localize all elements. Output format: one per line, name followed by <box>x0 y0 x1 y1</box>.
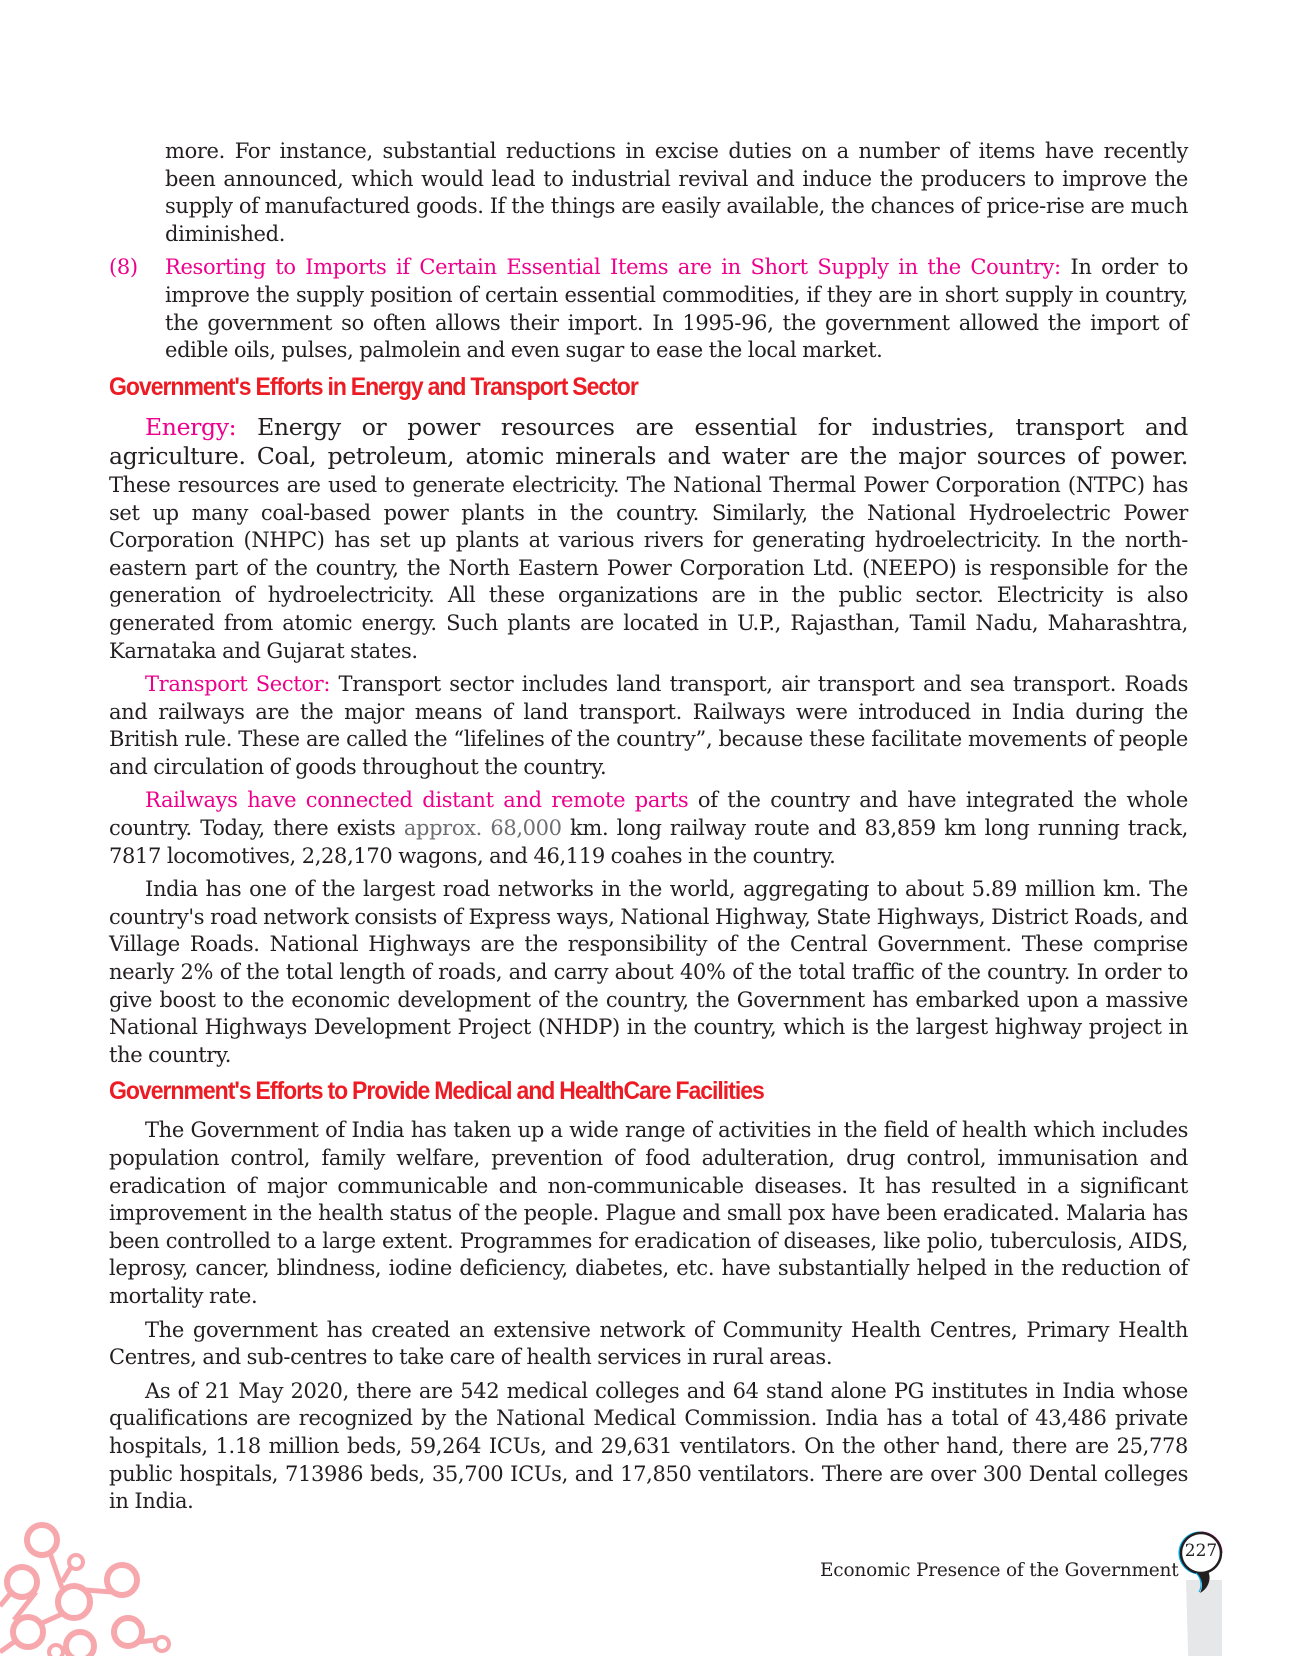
transport-paragraph <box>109 671 1188 781</box>
page-number: 227 <box>1184 1541 1218 1561</box>
health-paragraph-2: The government has created an extensive network of Community Health Centres, Primary Health Centres, and sub-centres to take care of health services in rural areas. <box>109 1317 1188 1370</box>
energy-lead-text: Energy or power resources are essential for industries, transport and agriculture. Coal, petroleum, atomic minerals and water are the major sources of power. <box>109 412 1188 471</box>
energy-paragraph <box>109 413 1188 665</box>
railways-text-a: of the country and have integrated the whole country. Today, there exists <box>109 788 1188 841</box>
railways-paragraph <box>109 787 1188 870</box>
section-heading-medical: Government's Efforts to Provide Medical and HealthCare Facilities <box>109 1077 764 1106</box>
railways-highlight: Railways have connected distant and remote parts <box>145 788 689 813</box>
molecule-decoration-icon <box>0 1520 200 1656</box>
railways-approx: approx. 68,000 <box>403 816 562 841</box>
health-paragraph-1: The Government of India has taken up a wide range of activities in the field of health which includes population control, family welfare, prevention of food adulteration, drug control, immunisation and eradication of major communicable and non-communicable diseases. It has resulted in a significant improvement in the health status of the people. Plague and small pox have been eradicated. Malaria has been controlled to a large extent. Programmes for eradication of diseases, like polio, tuberculosis, AIDS, leprosy, cancer, blindness, iodine deficiency, diabetes, etc. have substantially helped in the reduction of mortality rate. <box>109 1118 1188 1308</box>
roads-paragraph: India has one of the largest road networks in the world, aggregating to about 5.89 million km. The country's road network consists of Express ways, National Highway, State Highways, District Roads, and Village Roads. National Highways are the responsibility of the Central Government. These comprise nearly 2% of the total length of roads, and carry about 40% of the total traffic of the country. In order to give boost to the economic development of the country, the Government has embarked upon a massive National Highways Development Project (NHDP) in the country, which is the largest highway project in the country. <box>109 877 1188 1067</box>
list-item-title: Resorting to Imports if Certain Essential Items are in Short Supply in the Country: <box>165 255 1061 280</box>
list-item-text: In order to improve the supply position of certain essential commodities, if they are in short supply in country, the government so often allows their import. In 1995-96, the government allowed the import of edible oils, pulses, palmolein and even sugar to ease the local market. <box>165 255 1188 363</box>
transport-text: Transport sector includes land transport, air transport and sea transport. Roads and railways are the major means of land transport. Railways were introduced in India during the British rule. These are called the “lifelines of the country”, because these facilitate movements of people and circulation of goods throughout the country. <box>109 672 1188 779</box>
section-heading-energy-transport: Government's Efforts in Energy and Transport Sector <box>109 372 638 401</box>
list-item-8 <box>109 254 1188 364</box>
health-paragraph-3: As of 21 May 2020, there are 542 medical colleges and 64 stand alone PG institutes in India whose qualifications are recognized by the National Medical Commission. India has a total of 43,486 private hospitals, 1.18 million beds, 59,264 ICUs, and 29,631 ventilators. On the other hand, there are 25,778 public hospitals, 713986 beds, 35,700 ICUs, and 17,850 ventilators. There are over 300 Dental colleges in India. <box>109 1378 1188 1514</box>
energy-label: Energy: <box>145 412 237 441</box>
continuation-paragraph: more. For instance, substantial reductions in excise duties on a number of items have recently been announced, which would lead to industrial revival and induce the producers to improve the supply of manufactured goods. If the things are easily available, the chances of price-rise are much diminished. <box>165 139 1188 246</box>
list-item-number: (8) <box>109 255 138 280</box>
railways-text-b: km. long railway route and 83,859 km long running track, 7817 locomotives, 2,28,170 wagons, and 46,119 coahes in the country. <box>109 816 1188 868</box>
energy-text: These resources are used to generate electricity. The National Thermal Power Corporation (NTPC) has set up many coal-based power plants in the country. Similarly, the National Hydroelectric Power Corporation (NHPC) has set up plants at various rivers for generating hydroelectricity. In the north-eastern part of the country, the North Eastern Power Corporation Ltd. (NEEPO) is responsible for the generation of hydroelectricity. All these organizations are in the public sector. Electricity is also generated from atomic energy. Such plants are located in U.P., Rajasthan, Tamil Nadu, Maharashtra, Karnataka and Gujarat states. <box>109 472 1188 663</box>
transport-label: Transport Sector: <box>145 672 331 697</box>
page-body <box>109 138 1188 1516</box>
running-footer-title: Economic Presence of the Government <box>820 1560 1179 1581</box>
